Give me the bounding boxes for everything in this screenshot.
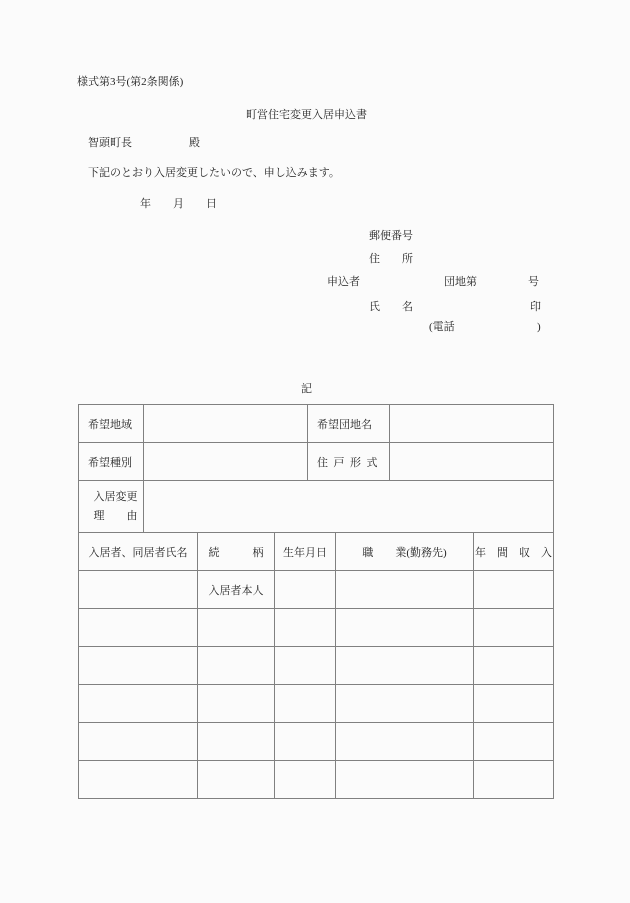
relation-header-cell: 続 柄 xyxy=(198,533,274,570)
occupant-table-cell xyxy=(275,723,335,760)
occupant-table-cell xyxy=(275,761,335,798)
occupant-table-cell xyxy=(79,761,197,798)
page-title: 町営住宅変更入居申込書 xyxy=(246,109,367,121)
unit-style-label-cell: 住 戸 形 式 xyxy=(308,443,389,480)
desired-estate-value-cell xyxy=(390,405,553,442)
occupant-table-cell xyxy=(336,609,473,646)
applicant-label: 申込者 xyxy=(327,276,360,288)
relation-self-cell: 入居者本人 xyxy=(198,571,274,608)
occupation-header-cell: 職 業(勤務先) xyxy=(336,533,473,570)
desired-type-value-cell xyxy=(144,443,307,480)
date-line: 年 月 日 xyxy=(140,198,217,210)
occupant-table-cell xyxy=(79,571,197,608)
seal-label: 印 xyxy=(530,301,541,313)
estate-unit-label: 号 xyxy=(528,276,539,288)
change-reason-label-cell xyxy=(79,481,143,532)
occupant-table-cell xyxy=(198,647,274,684)
occupant-table-cell xyxy=(336,647,473,684)
occupant-table-cell xyxy=(474,761,553,798)
occupant-table-cell xyxy=(474,571,553,608)
occupant-table-cell xyxy=(79,609,197,646)
form-number: 様式第3号(第2条関係) xyxy=(77,76,184,88)
change-reason-section xyxy=(79,481,553,532)
occupant-table-cell xyxy=(336,685,473,722)
occupant-table-cell xyxy=(474,609,553,646)
occupant-table-cell xyxy=(275,609,335,646)
occupant-table-cell xyxy=(474,723,553,760)
occupants-section xyxy=(79,533,553,798)
desired-area-value-cell xyxy=(144,405,307,442)
preferences-section xyxy=(79,405,553,480)
occupant-name-header-cell: 入居者、同居者氏名 xyxy=(79,533,197,570)
postal-label: 郵便番号 xyxy=(369,230,413,242)
unit-style-value-cell xyxy=(390,443,553,480)
addressee: 智頭町長 xyxy=(88,137,132,149)
occupant-table-cell xyxy=(198,761,274,798)
occupant-table-cell xyxy=(198,685,274,722)
estate-label: 団地第 xyxy=(444,276,477,288)
occupant-table-cell xyxy=(79,723,197,760)
phone-close-label: ) xyxy=(537,321,541,333)
record-heading: 記 xyxy=(301,383,312,395)
occupant-table-cell xyxy=(336,761,473,798)
occupant-table-cell xyxy=(474,685,553,722)
desired-area-label-cell: 希望地域 xyxy=(79,405,143,442)
occupant-table-cell xyxy=(336,723,473,760)
desired-type-label-cell: 希望種別 xyxy=(79,443,143,480)
income-header-cell: 年 間 収 入 xyxy=(474,533,553,570)
occupant-table-cell xyxy=(198,723,274,760)
occupant-table-cell xyxy=(275,571,335,608)
occupant-table-cell xyxy=(79,685,197,722)
change-reason-label-line2: 理 由 xyxy=(93,509,138,522)
birthdate-header-cell: 生年月日 xyxy=(275,533,335,570)
occupant-table-cell xyxy=(198,609,274,646)
occupant-table-cell xyxy=(79,647,197,684)
addressee-honorific: 殿 xyxy=(189,137,200,149)
desired-estate-label-cell: 希望団地名 xyxy=(308,405,389,442)
address-label: 住 所 xyxy=(369,253,413,265)
application-table xyxy=(78,404,554,799)
occupant-table-cell xyxy=(474,647,553,684)
name-label: 氏 名 xyxy=(369,301,413,313)
occupant-table-cell xyxy=(275,647,335,684)
occupant-table-cell xyxy=(336,571,473,608)
change-reason-label-line1: 入居変更 xyxy=(93,490,138,503)
phone-open-label: (電話 xyxy=(429,321,455,333)
occupant-table-cell xyxy=(275,685,335,722)
intro-sentence: 下記のとおり入居変更したいので、申し込みます。 xyxy=(88,167,340,179)
change-reason-value-cell xyxy=(144,481,553,532)
